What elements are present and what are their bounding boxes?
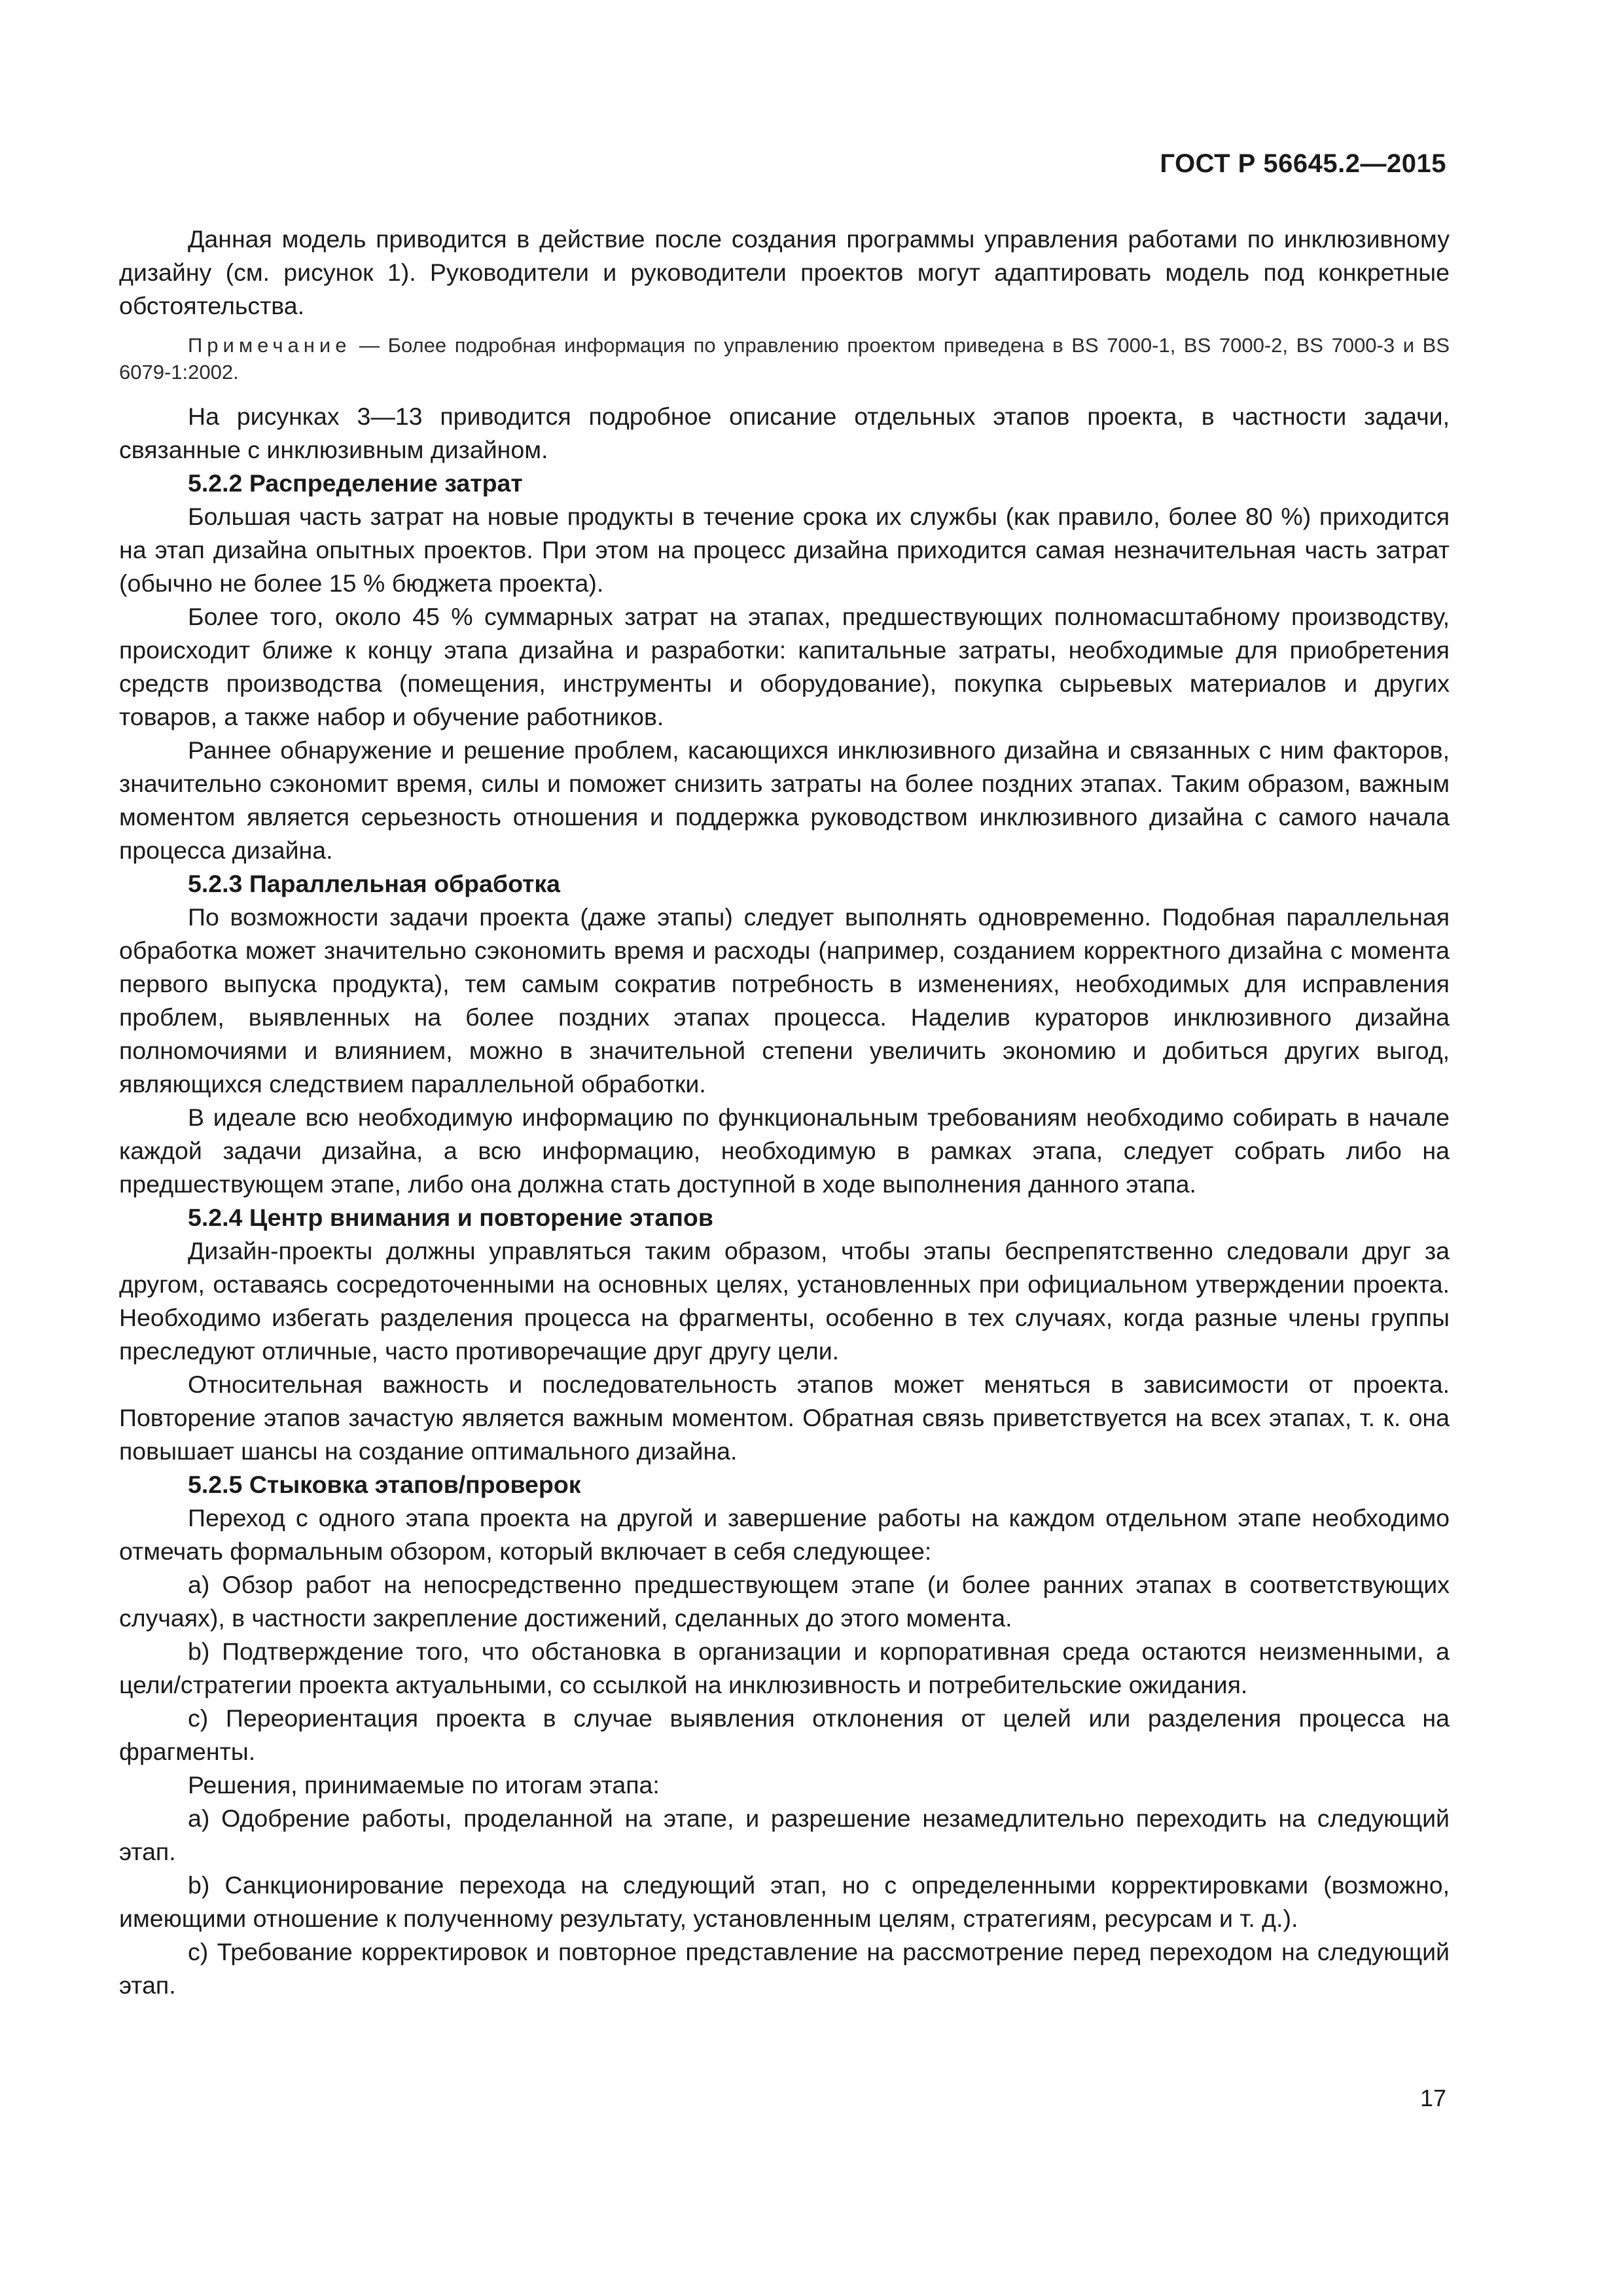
section-heading-5-2-5: 5.2.5 Стыковка этапов/проверок — [188, 1471, 581, 1498]
paragraph: Относительная важность и последовательность этапов может меняться в зависимости от проекта. Повторение этапов зачастую является важным моментом. Обратная связь приветствуется на всех этапах, т. к. она повышает шансы на создание оптимального дизайна. — [119, 1371, 1450, 1465]
section-heading-5-2-2: 5.2.2 Распределение затрат — [188, 469, 523, 497]
note — [119, 332, 1450, 386]
paragraph: По возможности задачи проекта (даже этапы) следует выполнять одновременно. Подобная параллельная обработка может значительно сэкономить время и расходы (например, созданием корректного дизайна с момента первого выпуска продукта), тем самым сократив потребность в изменениях, необходимых для исправления проблем, выявленных на более поздних этапах процесса. Наделив кураторов инклюзивного дизайна полномочиями и влиянием, можно в значительной степени увеличить экономию и добиться других выгод, являющихся следствием параллельной обработки. — [119, 903, 1450, 1098]
paragraph: Данная модель приводится в действие после создания программы управления работами по инклюзивному дизайну (см. рисунок 1). Руководители и руководители проектов могут адаптировать модель под конкретные обстоятельства. — [119, 225, 1450, 319]
list-item: c) Требование корректировок и повторное представление на рассмотрение перед переходом на следующий этап. — [119, 1938, 1450, 1999]
page-body — [119, 223, 1450, 2002]
paragraph: Раннее обнаружение и решение проблем, касающихся инклюзивного дизайна и связанных с ним факторов, значительно сэкономит время, силы и поможет снизить затраты на более поздних этапах. Таким образом, важным моментом является серьезность отношения и поддержка руководством инклюзивного дизайна с самого начала процесса дизайна. — [119, 736, 1450, 864]
paragraph: Более того, около 45 % суммарных затрат на этапах, предшествующих полномасштабному производству, происходит ближе к концу этапа дизайна и разработки: капитальные затраты, необходимые для приобретения средств производства (помещения, инструменты и оборудование), покупка сырьевых материалов и других товаров, а также набор и обучение работников. — [119, 603, 1450, 730]
list-item: c) Переориентация проекта в случае выявления отклонения от целей или разделения процесса на фрагменты. — [119, 1704, 1450, 1765]
paragraph: Дизайн-проекты должны управляться таким образом, чтобы этапы беспрепятственно следовали друг за другом, оставаясь сосредоточенными на основных целях, установленных при официальном утверждении проекта. Необходимо избегать разделения процесса на фрагменты, особенно в тех случаях, когда разные члены группы преследуют отличные, часто противоречащие друг другу цели. — [119, 1237, 1450, 1365]
paragraph: Решения, принимаемые по итогам этапа: — [188, 1771, 660, 1799]
section-heading-5-2-3: 5.2.3 Параллельная обработка — [188, 870, 561, 897]
page-number: 17 — [1419, 2085, 1446, 2111]
section-heading-5-2-4: 5.2.4 Центр внимания и повторение этапов — [188, 1204, 713, 1231]
paragraph: На рисунках 3—13 приводится подробное описание отдельных этапов проекта, в частности задачи, связанные с инклюзивным дизайном. — [119, 403, 1450, 463]
document-code-header: ГОСТ Р 56645.2—2015 — [1160, 149, 1446, 178]
list-item: b) Санкционирование перехода на следующий этап, но с определенными корректировками (возможно, имеющими отношение к полученному результату, установленным целям, стратегиям, ресурсам и т. д.). — [119, 1871, 1450, 1932]
paragraph: Переход с одного этапа проекта на другой и завершение работы на каждом отдельном этапе необходимо отмечать формальным обзором, который включает в себя следующее: — [119, 1504, 1450, 1565]
note-text: — Более подробная информация по управлению проектом приведена в BS 7000-1, BS 7000-2, BS 7000-3 и BS 6079-1:2002. — [119, 334, 1450, 384]
paragraph: В идеале всю необходимую информацию по функциональным требованиям необходимо собирать в начале каждой задачи дизайна, а всю информацию, необходимую в рамках этапа, следует собрать либо на предшествующем этапе, либо она должна стать доступной в ходе выполнения данного этапа. — [119, 1103, 1450, 1198]
paragraph: Большая часть затрат на новые продукты в течение срока их службы (как правило, более 80 %) приходится на этап дизайна опытных проектов. При этом на процесс дизайна приходится самая незначительная часть затрат (обычно не более 15 % бюджета проекта). — [119, 503, 1450, 597]
list-item: b) Подтверждение того, что обстановка в организации и корпоративная среда остаются неизменными, а цели/стратегии проекта актуальными, со ссылкой на инклюзивность и потребительские ожидания. — [119, 1638, 1450, 1698]
list-item: a) Одобрение работы, проделанной на этапе, и разрешение незамедлительно переходить на следующий этап. — [119, 1804, 1450, 1865]
list-item: a) Обзор работ на непосредственно предшествующем этапе (и более ранних этапах в соответствующих случаях), в частности закрепление достижений, сделанных до этого момента. — [119, 1571, 1450, 1632]
note-label: Примечание — [188, 334, 351, 357]
